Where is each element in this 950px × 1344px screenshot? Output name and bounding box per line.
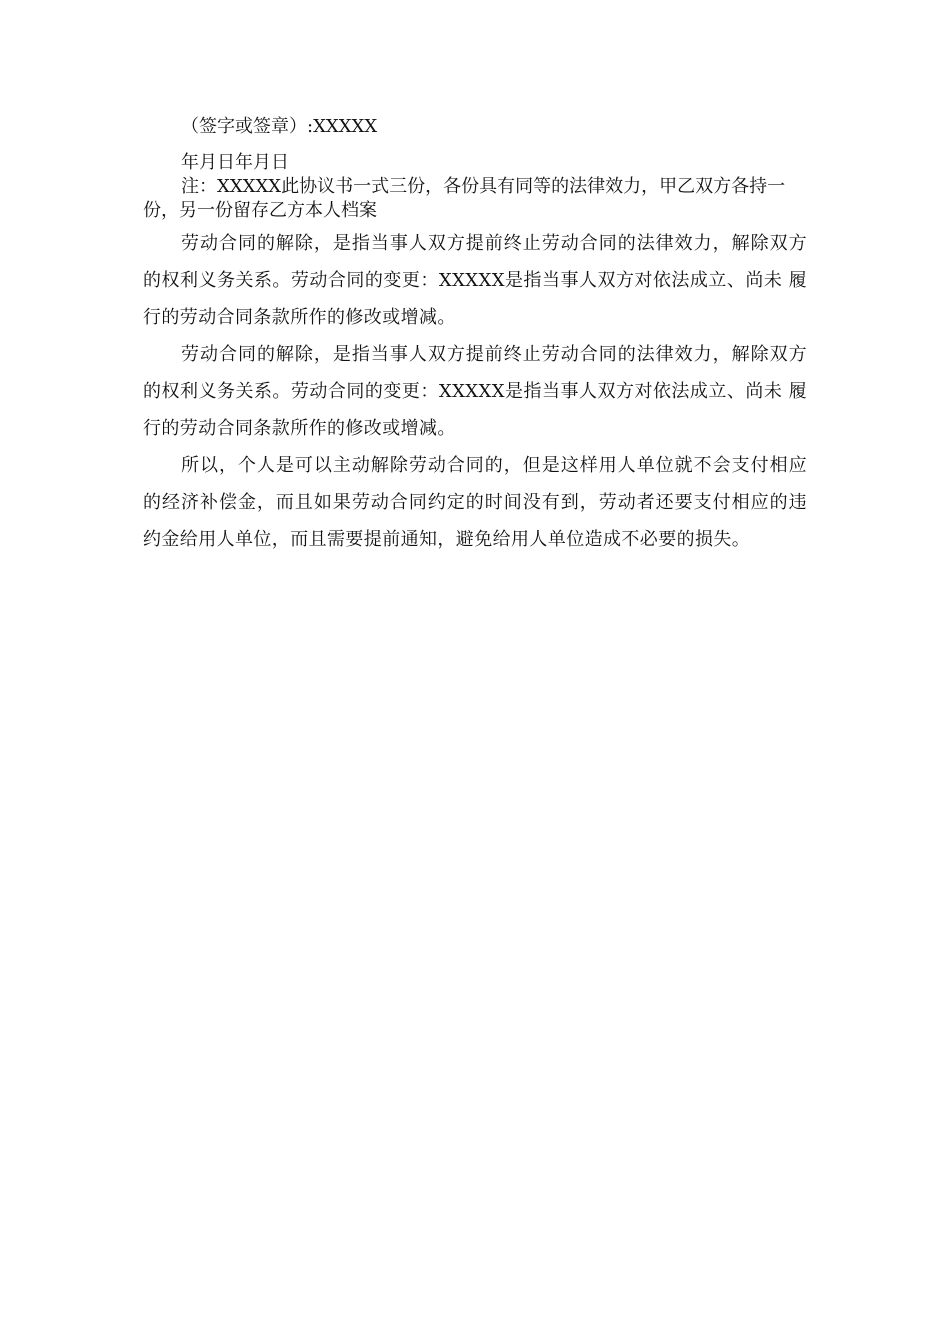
note-paragraph: 注：XXXXX此协议书一式三份，各份具有同等的法律效力，甲乙双方各持一份，另一份留存乙方本人档案 [143,176,786,221]
signature-line: （签字或签章）:XXXXX [181,116,378,137]
date-line: 年月日年月日 [181,152,289,173]
body-paragraph-2: 劳动合同的解除，是指当事人双方提前终止劳动合同的法律效力，解除双方 的权利义务关系。劳动合同的变更：XXXXX是指当事人双方对依法成立、尚未 履行的劳动合同条款所作的修改或增减。 [143,344,807,439]
document-body [143,115,807,558]
body-paragraph-1: 劳动合同的解除，是指当事人双方提前终止劳动合同的法律效力，解除双方 的权利义务关系。劳动合同的变更：XXXXX是指当事人双方对依法成立、尚未 履行的劳动合同条款所作的修改或增减。 [143,233,807,328]
body-paragraph-3: 所以，个人是可以主动解除劳动合同的，但是这样用人单位就不会支付相应 的经济补偿金，而且如果劳动合同约定的时间没有到，劳动者还要支付相应的违 约金给用人单位，而且需要提前通知，避免给用人单位造成不必要的损失。 [143,455,807,550]
